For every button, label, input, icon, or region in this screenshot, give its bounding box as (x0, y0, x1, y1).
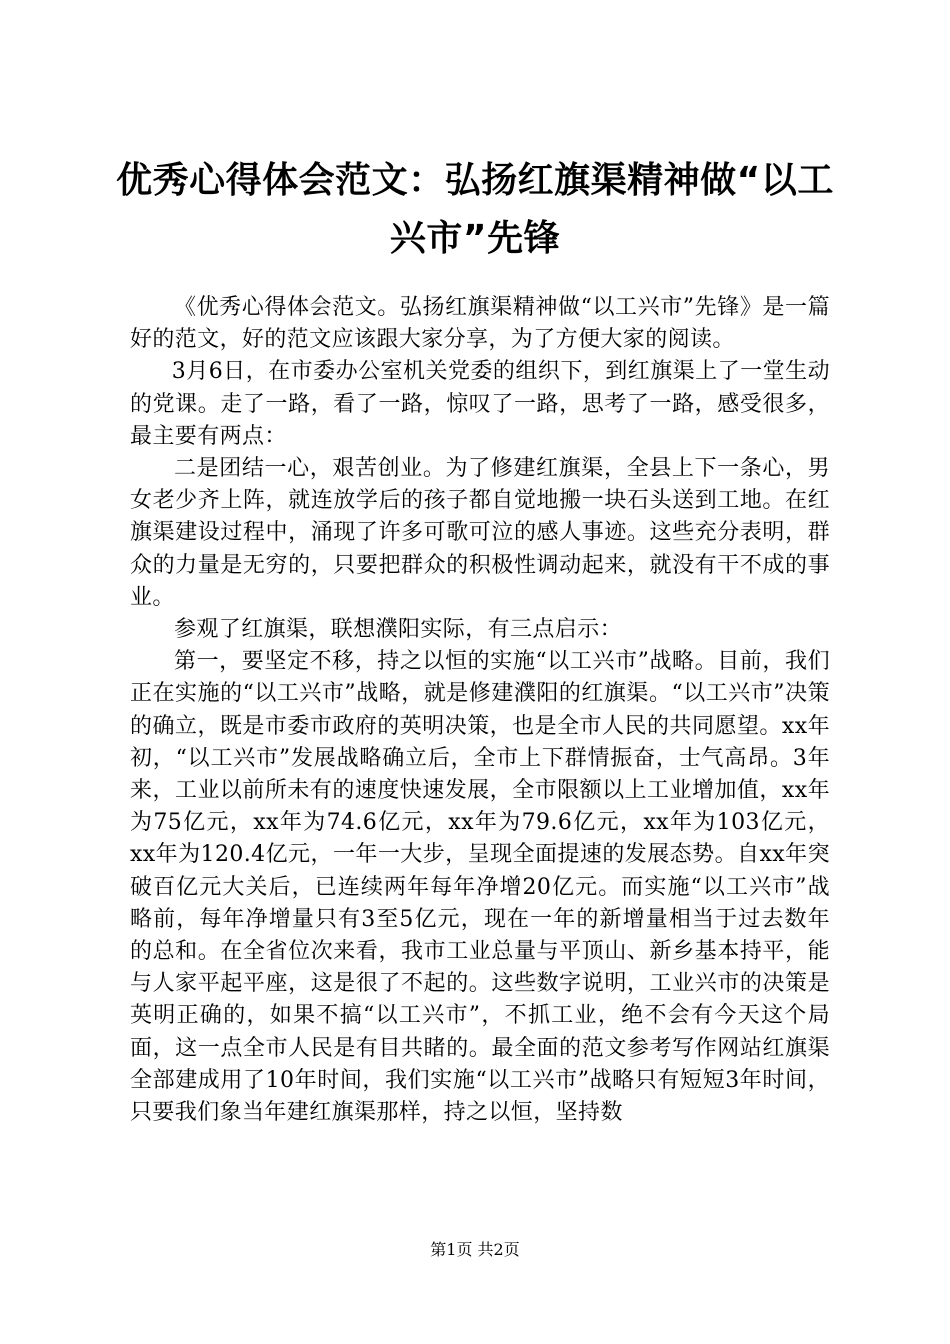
page-number-footer: 第1页 共2页 (430, 1240, 520, 1259)
document-body (130, 292, 830, 1129)
paragraph-visit: 3月6日，在市委办公室机关党委的组织下，到红旗渠上了一堂生动的党课。走了一路，看了一路，惊叹了一路，思考了一路，感受很多，最主要有两点： (130, 359, 830, 449)
paragraph-lessons: 参观了红旗渠，联想濮阳实际，有三点启示： (174, 617, 623, 643)
document-title: 优秀心得体会范文：弘扬红旗渠精神做“以工兴市”先锋 (116, 160, 834, 259)
paragraph-first-lesson: 第一，要坚定不移，持之以恒的实施“以工兴市”战略。目前，我们正在实施的“以工兴市”战略，就是修建濮阳的红旗渠。“以工兴市”决策的确立，既是市委市政府的英明决策，也是全市人民的共同愿望。xx年初，“以工兴市”发展战略确立后，全市上下群情振奋，士气高昂。3年来，工业以前所未有的速度快速发展，全市限额以上工业增加值，xx年为75亿元，xx年为74.6亿元，xx年为79.6亿元，xx年为103亿元，xx年为120.4亿元，一年一大步，呈现全面提速的发展态势。自xx年突破百亿元大关后，已连续两年每年净增20亿元。而实施“以工兴市”战略前，每年净增量只有3至5亿元，现在一年的新增量相当于过去数年的总和。在全省位次来看，我市工业总量与平顶山、新乡基本持平，能与人家平起平座，这是很了不起的。这些数字说明，工业兴市的决策是英明正确的，如果不搞“以工兴市”，不抓工业，绝不会有今天这个局面，这一点全市人民是有目共睹的。最全面的范文参考写作网站红旗渠全部建成用了10年时间，我们实施“以工兴市”战略只有短短3年时间，只要我们象当年建红旗渠那样，持之以恒，坚持数 (130, 649, 830, 1126)
paragraph-unity: 二是团结一心，艰苦创业。为了修建红旗渠，全县上下一条心，男女老少齐上阵，就连放学后的孩子都自觉地搬一块石头送到工地。在红旗渠建设过程中，涌现了许多可歌可泣的感人事迹。这些充分表明，群众的力量是无穷的，只要把群众的积极性调动起来，就没有干不成的事业。 (130, 456, 830, 610)
paragraph-intro: 《优秀心得体会范文。弘扬红旗渠精神做“以工兴市”先锋》是一篇好的范文，好的范文应该跟大家分享，为了方便大家的阅读。 (130, 295, 830, 353)
